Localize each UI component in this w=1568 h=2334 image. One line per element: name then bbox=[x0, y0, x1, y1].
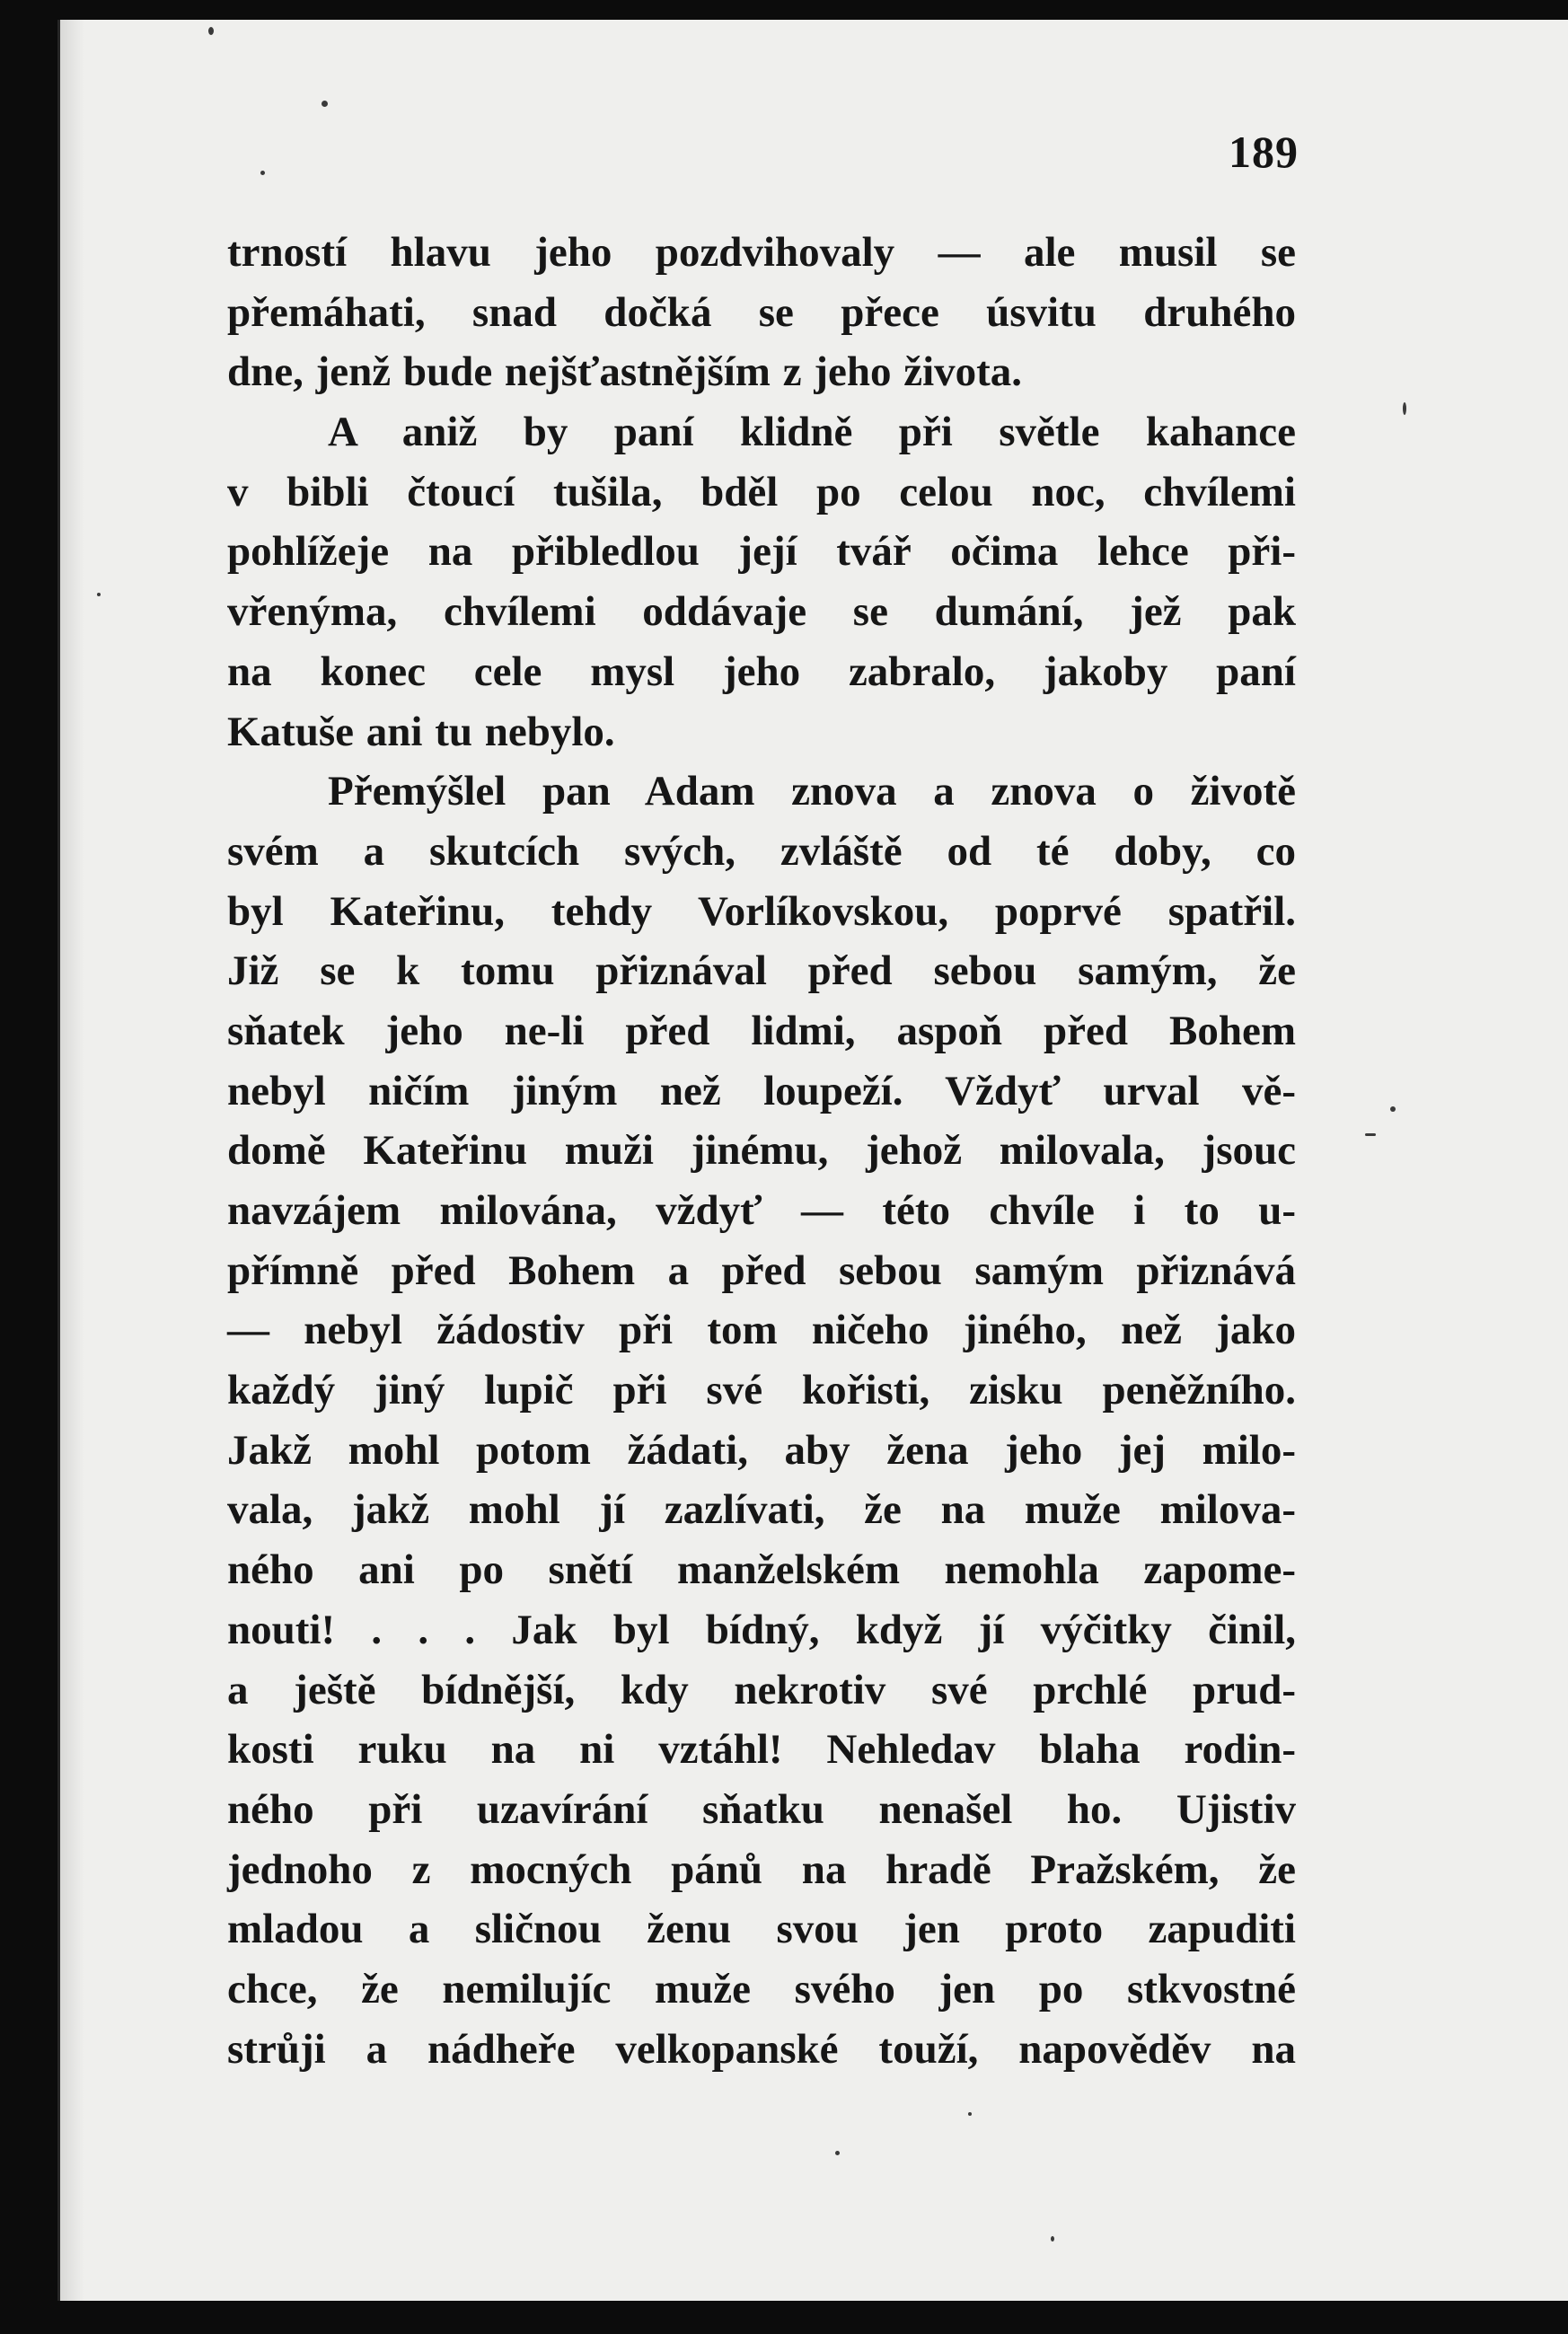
text-line: strůji a nádheře velkopanské touží, napověděv na bbox=[227, 2025, 1296, 2073]
text-line: ného při uzavírání sňatku nenašel ho. Ujistiv bbox=[227, 1785, 1296, 1833]
scan-speck bbox=[968, 2112, 972, 2116]
text-line: nebyl ničím jiným než loupeží. Vždyť urval vě- bbox=[227, 1067, 1296, 1114]
text-line: v bibli čtoucí tušila, bděl po celou noc, chvílemi bbox=[227, 468, 1296, 515]
text-line: ného ani po snětí manželském nemohla zapome- bbox=[227, 1546, 1296, 1594]
text-line: — nebyl žádostiv při tom ničeho jiného, než jako bbox=[227, 1307, 1296, 1354]
scan-speck bbox=[1403, 402, 1406, 415]
text-line: nouti! . . . Jak byl bídný, když jí výčitky činil, bbox=[227, 1606, 1296, 1653]
text-line: sňatek jeho ne-li před lidmi, aspoň před Bohem bbox=[227, 1007, 1296, 1054]
text-line: chce, že nemilujíc muže svého jen po stkvostné bbox=[227, 1965, 1296, 2013]
text-line: svém a skutcích svých, zvláště od té doby, co bbox=[227, 827, 1296, 875]
text-line: dne, jenž bude nejšťastnějším z jeho života. bbox=[227, 348, 1023, 396]
text-line: každý jiný lupič při své kořisti, zisku peněžního. bbox=[227, 1367, 1296, 1414]
text-line: navzájem milována, vždyť — této chvíle i to u- bbox=[227, 1187, 1296, 1234]
text-line: Katuše ani tu nebylo. bbox=[227, 708, 615, 755]
body-text bbox=[227, 223, 1296, 2079]
text-line: vala, jakž mohl jí zazlívati, že na muže milova- bbox=[227, 1486, 1296, 1534]
text-line: přemáhati, snad dočká se přece úsvitu druhého bbox=[227, 288, 1296, 336]
text-line: A aniž by paní klidně při světle kahance bbox=[328, 409, 1296, 456]
scan-speck bbox=[1051, 2236, 1054, 2242]
text-line: jednoho z mocných pánů na hradě Pražském, že bbox=[227, 1845, 1296, 1893]
text-line: vřenýma, chvílemi oddávaje se dumání, jež pak bbox=[227, 588, 1296, 636]
scan-speck bbox=[260, 171, 265, 175]
text-line: Přemýšlel pan Adam znova a znova o životě bbox=[328, 768, 1296, 815]
scan-speck bbox=[97, 593, 101, 596]
page-number: 189 bbox=[1229, 127, 1299, 177]
scan-speck bbox=[1390, 1106, 1396, 1112]
text-line: trností hlavu jeho pozdvihovaly — ale musil se bbox=[227, 229, 1296, 276]
text-line: přímně před Bohem a před sebou samým přiznává bbox=[227, 1246, 1296, 1294]
scan-speck bbox=[208, 27, 214, 35]
text-line: domě Kateřinu muži jinému, jehož milovala, jsouc bbox=[227, 1127, 1296, 1175]
text-line: kosti ruku na ni vztáhl! Nehledav blaha rodin- bbox=[227, 1726, 1296, 1774]
page-edge-shadow bbox=[57, 20, 84, 2301]
text-line: pohlížeje na přibledlou její tvář očima lehce při- bbox=[227, 528, 1296, 576]
scan-speck bbox=[322, 101, 328, 107]
text-line: mladou a sličnou ženu svou jen proto zapuditi bbox=[227, 1906, 1296, 1953]
text-line: Již se k tomu přiznával před sebou samým, že bbox=[227, 947, 1296, 995]
text-line: na konec cele mysl jeho zabralo, jakoby paní bbox=[227, 647, 1296, 695]
text-line: Jakž mohl potom žádati, aby žena jeho jej milo- bbox=[227, 1426, 1296, 1474]
text-line: a ještě bídnější, kdy nekrotiv své prchlé prud- bbox=[227, 1666, 1296, 1713]
text-line: byl Kateřinu, tehdy Vorlíkovskou, poprvé spatřil. bbox=[227, 887, 1296, 935]
scan-speck bbox=[835, 2151, 840, 2155]
scan-speck bbox=[1365, 1133, 1376, 1136]
